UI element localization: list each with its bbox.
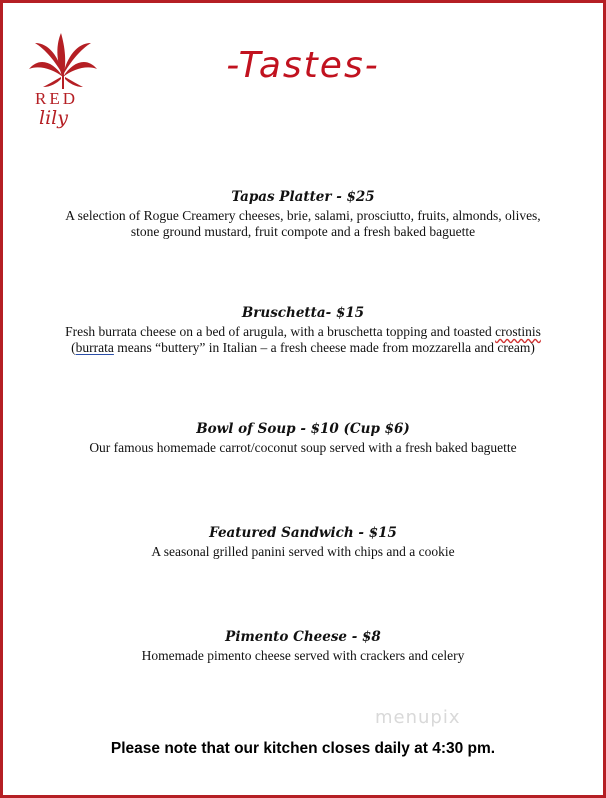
misspelled-word: crostinis (495, 324, 541, 339)
item-name: Bowl of Soup - $10 (Cup $6) (196, 421, 410, 437)
item-description-line: A selection of Rogue Creamery cheeses, brie, salami, prosciutto, fruits, almonds, olives, (65, 208, 541, 223)
item-description-line: A seasonal grilled panini served with chips and a cookie (151, 544, 455, 559)
item-description (17, 324, 589, 356)
underlined-word: burrata (75, 340, 114, 355)
menu-item-bruschetta (17, 305, 589, 356)
menu-item-bowl-of-soup (17, 421, 589, 456)
description-text: Fresh burrata cheese on a bed of arugula, with a bruschetta topping and toasted (65, 324, 496, 339)
item-name: Pimento Cheese - $8 (225, 629, 381, 645)
item-description (17, 440, 589, 456)
description-text: means “buttery” in Italian – a fresh cheese made from mozzarella and cream) (113, 340, 535, 355)
item-description-line (17, 340, 589, 356)
item-name: Featured Sandwich - $15 (209, 525, 397, 541)
menu-item-featured-sandwich (17, 525, 589, 560)
item-description-line: stone ground mustard, fruit compote and a fresh baked baguette (130, 224, 476, 239)
item-name: Tapas Platter - $25 (231, 189, 375, 205)
item-description-line: Homemade pimento cheese served with crackers and celery (141, 648, 465, 663)
menu-item-tapas-platter (17, 189, 589, 240)
item-description-line (17, 324, 589, 340)
page-title: -Tastes- (226, 45, 380, 86)
logo-word-lily: lily (39, 107, 68, 129)
logo-word-red: RED (35, 89, 78, 108)
item-description (17, 544, 589, 560)
item-description (17, 208, 589, 240)
item-description (17, 648, 589, 664)
description-text: ( (71, 340, 76, 355)
kitchen-hours-notice: Please note that our kitchen closes daily at 4:30 pm. (110, 740, 496, 757)
menu-item-pimento-cheese (17, 629, 589, 664)
item-name: Bruschetta- $15 (241, 305, 365, 321)
item-description-line: Our famous homemade carrot/coconut soup served with a fresh baked baguette (89, 440, 517, 455)
menupix-watermark: menupix (375, 707, 461, 728)
